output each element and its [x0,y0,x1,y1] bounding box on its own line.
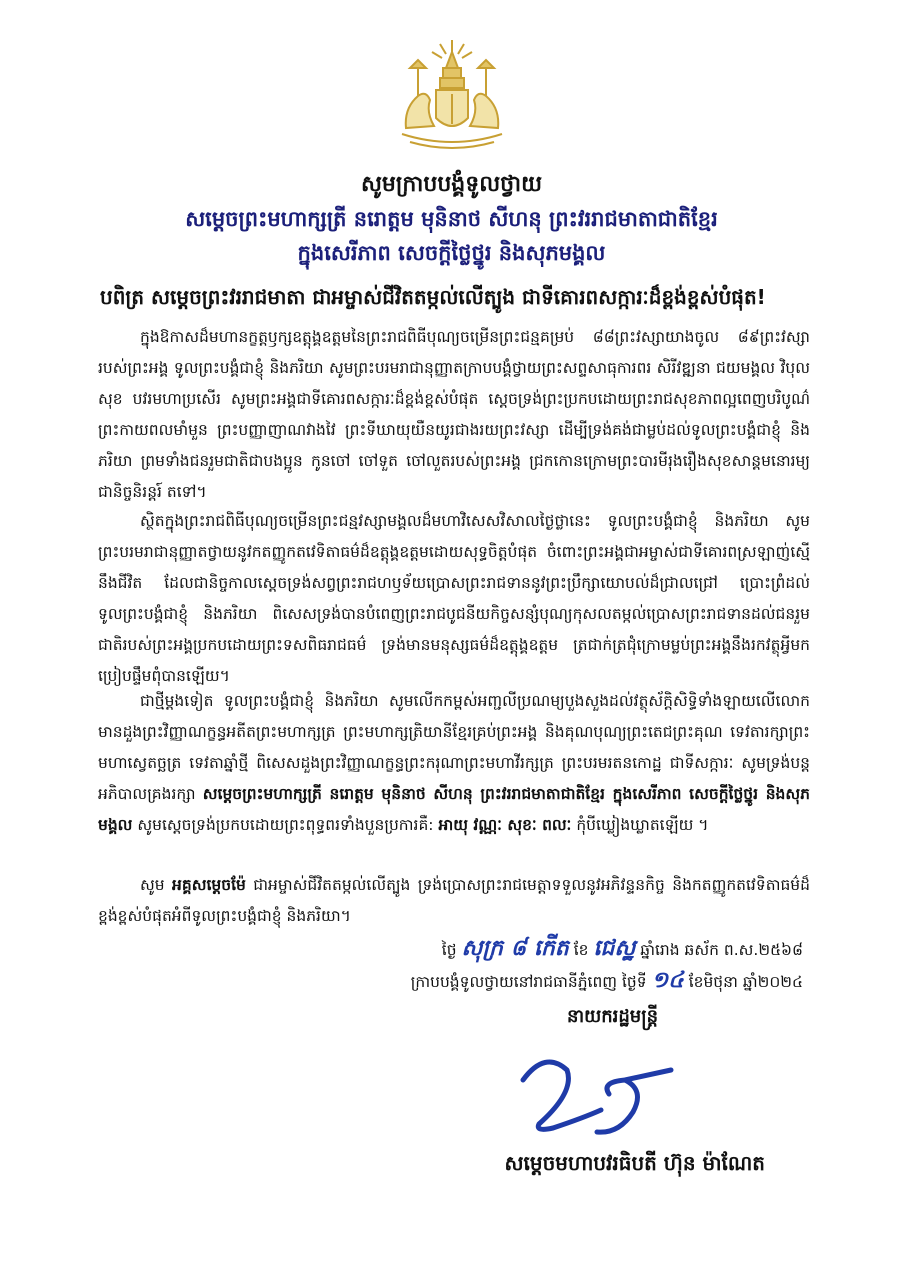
paragraph-4-text: ជាអម្ចាស់ជីវិតតម្កល់លើត្បូង ទ្រង់ប្រោសព្រះរាជមេត្តាទទួលនូវអភិវន្ទនកិច្ច និងកតញ្ញូកតវេទិតាធម៌ដ៏ខ្ពង់ខ្ពស់បំផុតអំពីទូលព្រះបង្គំជាខ្ញុំ និងភរិយា។ [98,876,810,925]
paragraph-4-addressee: អគ្គសម្តេចម៉ែ [172,876,246,894]
date-prefix: ថ្ងៃ [441,941,457,959]
date-day: ១៤ [651,968,684,993]
paragraph-1: ក្នុងឱកាសដ៏មហានក្ខត្តឫក្សឧត្តុង្គឧត្តមនៃព្រះរាជពិធីបុណ្យចម្រើនព្រះជន្មគម្រប់ ៨៨ព្រះវស្សាយាងចូល ៨៩ព្រះវស្សា របស់ព្រះអង្គ ទូលព្រះបង្គំជាខ្ញុំ និងភរិយា សូមព្រះបរមរាជានុញ្ញាតក្រាបបង្គំថ្វាយព្រះសព្ទសាធុការពរ សិរីវឌ្ឍនា ជយមង្គល វិបុលសុខ បវរមហាប្រសើរ សូមព្រះអង្គជាទីគោរពសក្ការៈដ៏ខ្ពង់ខ្ពស់បំផុត ស្តេចទ្រង់ព្រះប្រកបដោយព្រះរាជសុខភាពល្អពេញបរិបូណ៌ ព្រះកាយពលមាំមួន ព្រះបញ្ញាញាណវាងវៃ ព្រះទីឃាយុយឺនយូរជាងរយព្រះវស្សា ដើម្បីទ្រង់គង់ជាម្លប់ដល់ទូលព្រះបង្គំជាខ្ញុំ និងភរិយា ព្រមទាំងជនរួមជាតិជាបងប្អូន កូនចៅ ចៅទួត ចៅលួតរបស់ព្រះអង្គ ជ្រកកោនក្រោមព្រះបារមីរុងរឿងសុខសាន្តមនោរម្យជានិច្ចនិរន្តរ៍ តទៅ។ [98,328,810,501]
signer-name: សម្តេចមហាបវរធិបតី ហ៊ុន ម៉ាណែត [504,1151,765,1175]
date-lunar-month: ជេស្ឋ [593,936,636,961]
date-month-label: ខែ [573,941,589,959]
date-lunar-day: សុក្រ ៨ កើត [461,936,569,961]
paragraph-3-end: កុំបីឃ្លៀងឃ្លាតឡើយ ។ [576,816,709,834]
paragraph-3-virtues: អាយុ វណ្ណៈ សុខៈ ពលៈ [438,816,572,834]
paragraph-3 [98,686,810,841]
header-salutation: សូមក្រាបបង្គំទូលថ្វាយ [360,172,543,197]
date-place: ក្រាបបង្គំទូលថ្វាយនៅរាជធានីភ្នំពេញ ថ្ងៃទី [410,973,647,991]
header-addressee: សម្តេចព្រះមហាក្សត្រី នរោត្តម មុនិនាថ សីហនុ ព្រះវររាជមាតាជាតិខ្មែរ [185,207,718,231]
paragraph-3-addressee: សម្តេចព្រះមហាក្សត្រី នរោត្តម មុនិនាថ សីហនុ ព្រះវររាជមាតាជាតិខ្មែរ ក្នុងសេរីភាព សេចក្តីថ្លៃថ្នូរ និងសុភមង្គល [98,785,810,834]
date-line-2 [411,966,803,997]
paragraph-3-blessing: សូមស្តេចទ្រង់ប្រកបដោយព្រះពុទ្ធពរទាំងបួនប្រការគឺ: [137,816,434,834]
paragraph-4 [98,870,810,932]
date-line-1 [442,934,803,965]
header-blessing: ក្នុងសេរីភាព សេចក្តីថ្លៃថ្នូរ និងសុភមង្គល [297,241,606,265]
paragraph-2: ស្ថិតក្នុងព្រះរាជពិធីបុណ្យចម្រើនព្រះជន្មវស្សាមង្គលដ៏មហាវិសេសវិសាលថ្ងៃថ្លានេះ ទូលព្រះបង្គំជាខ្ញុំ និងភរិយា សូមព្រះបរមរាជានុញ្ញាតថ្វាយនូវកតញ្ញូកតវេទិតាធម៌ដ៏ឧត្តុង្គឧត្តមដោយសុទ្ធចិត្តបំផុត ចំពោះព្រះអង្គជាអម្ចាស់ជាទីគោរពស្រឡាញ់ស្មើនឹងជីវិត ដែលជានិច្ចកាលស្តេចទ្រង់សព្វព្រះរាជហឫទ័យប្រោសព្រះរាជទាននូវព្រះប្រឹក្សាយោបល់ដ៏ជ្រាលជ្រៅ ប្រោះព្រំដល់ទូលព្រះបង្គំជាខ្ញុំ និងភរិយា ពិសេសទ្រង់បានបំពេញព្រះរាជបូជនីយកិច្ចសន្សំបុណ្យកុសលតម្កល់ប្រោសព្រះរាជទានដល់ជនរួមជាតិរបស់ព្រះអង្គប្រកបដោយព្រះទសពិធរាជធម៌ ទ្រង់មានមនុស្សធម៌ដ៏ឧត្តុង្គឧត្តម ត្រជាក់ត្រជុំក្រោមម្លប់ព្រះអង្គនឹងរកវត្ថុអ្វីមកប្រៀបផ្ទឹមពុំបានឡើយ។ [98,512,810,685]
paragraph-3-text: ជាថ្មីម្តងទៀត ទូលព្រះបង្គំជាខ្ញុំ និងភរិយា សូមលើកកម្ពស់អញ្ជលីប្រណម្យបួងសួងដល់វត្ថុស័ក្តិសិទ្ធិទាំងឡាយលើលោកមានដួងព្រះវិញ្ញាណក្ខន្ធអតីតព្រះមហាក្សត្រ ព្រះមហាក្សត្រិយានីខ្មែរគ្រប់ព្រះអង្គ និងគុណបុណ្យព្រះតេជព្រះគុណ ទេវតារក្សាព្រះមហាស្វេតច្ឆត្រ ទេវតាឆ្នាំថ្មី ពិសេសដួងព្រះវិញ្ញាណក្ខន្ធព្រះករុណាព្រះមហាវីរក្សត្រ ព្រះបរមរតនកោដ្ឋ ជាទីសក្ការៈ សូមទ្រង់បន្តអភិបាលគ្រងរក្សា [98,692,810,803]
signatory-title: នាយករដ្ឋមន្ត្រី [566,1006,658,1027]
handwritten-signature [505,1040,685,1140]
date-month-year: ខែមិថុនា ឆ្នាំ២០២៤ [688,973,803,991]
date-year: ឆ្នាំរោង ឆស័ក ព.ស.២៥៦៨ [640,941,803,959]
paragraph-4-start: សូម [140,876,165,894]
royal-coat-of-arms-icon [396,38,508,156]
letter-subject: បពិត្រ សម្តេចព្រះវររាជមាតា ជាអម្ចាស់ជីវិតតម្កល់លើត្បូង ជាទីគោរពសក្ការៈដ៏ខ្ពង់ខ្ពស់បំផុត! [100,285,766,309]
